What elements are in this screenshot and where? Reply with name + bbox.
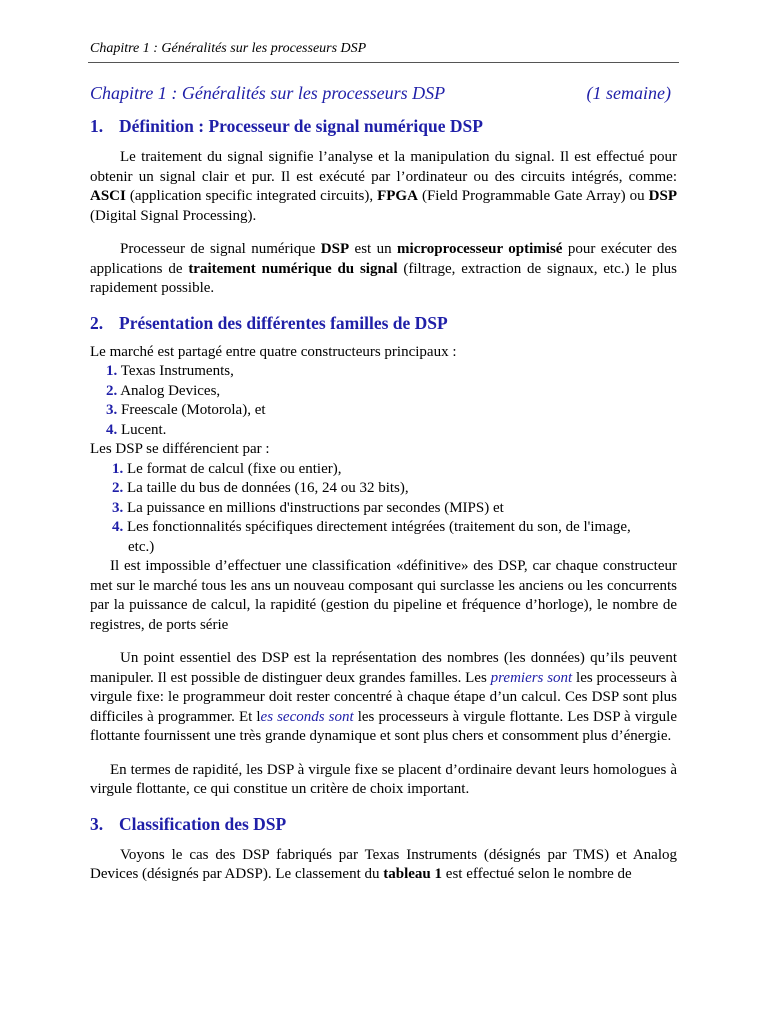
bold-term: DSP xyxy=(320,241,350,257)
text-run: les processeurs à virgule flottante. Les DSP à virgule flottante fournissent une très grande dynamique et sont plus chers et consomment plus d’énergie. xyxy=(90,708,677,744)
list-item xyxy=(90,460,677,480)
section-1-heading xyxy=(90,114,677,138)
running-header: Chapitre 1 : Généralités sur les processeurs DSP xyxy=(90,41,367,56)
section-2-number: 2. xyxy=(90,312,104,333)
emphasis-blue: premiers sont xyxy=(490,669,573,686)
list-number: 1. xyxy=(112,460,124,477)
list-text: Lucent. xyxy=(121,421,167,438)
bold-term: traitement numérique du signal xyxy=(188,260,398,277)
list-number: 3. xyxy=(112,499,124,516)
list-item xyxy=(90,382,677,402)
section-2-paragraph-3: Il est impossible d’effectuer une classification «définitive» des DSP, car chaque constructeur met sur le marché tous les ans un nouveau composant qui surclasse les anciens ou les concurrents par la puissance de calcul, la rapidité (gestion du pipeline et fréquence d’horloge), le nombre de registres, de ports série xyxy=(90,558,677,633)
section-2-paragraph-4 xyxy=(90,649,677,747)
text-run: est effectué selon le nombre de xyxy=(442,866,632,882)
list-number: 4. xyxy=(112,519,124,535)
text-run: pour exécuter des applications de xyxy=(90,241,677,277)
section-2-heading xyxy=(90,311,677,335)
list-item xyxy=(90,499,677,519)
list-text: Texas Instruments, xyxy=(120,363,234,379)
section-1-paragraph-2 xyxy=(90,240,677,299)
bold-term: DSP xyxy=(648,188,677,204)
section-2-intro: Le marché est partagé entre quatre constructeurs principaux : xyxy=(90,343,457,360)
list-text: Analog Devices, xyxy=(120,382,221,399)
text-run: Le traitement du signal signifie l’analyse et la manipulation du signal. Il est effectué pour obtenir un signal clair et pur. Il est exécuté par l’ordinateur ou des circuits intégrés, comme: xyxy=(90,149,677,185)
chapter-title-text: Chapitre 1 : Généralités sur les processeurs DSP xyxy=(90,83,446,103)
bold-term: tableau 1 xyxy=(383,866,443,882)
emphasis-blue: es seconds sont xyxy=(260,708,354,725)
list-item xyxy=(90,518,677,557)
list-text: Les fonctionnalités spécifiques directement intégrées (traitement du son, de l'image, xyxy=(127,519,631,535)
text-run: (application specific integrated circuits), xyxy=(125,188,378,204)
chapter-title xyxy=(90,80,671,106)
list-item xyxy=(90,401,677,421)
text-run: Processeur de signal numérique xyxy=(120,241,321,257)
section-1-paragraph-1 xyxy=(90,148,677,226)
list-item xyxy=(90,362,677,382)
section-3-number: 3. xyxy=(90,813,104,834)
list-item xyxy=(90,421,677,441)
makers-list xyxy=(90,362,677,440)
bold-term: FPGA xyxy=(377,188,418,204)
list-number: 4. xyxy=(106,421,118,438)
text-run: les processeurs à virgule fixe: le programmeur doit rester concentré à chaque étape d’un calcul. Ces DSP sont plus difficiles à programmer. Et l xyxy=(90,669,677,725)
list-text-continuation: etc.) xyxy=(128,538,155,555)
header-rule xyxy=(88,62,679,63)
text-run: (Digital Signal Processing). xyxy=(90,207,257,224)
section-3-heading xyxy=(90,812,677,836)
text-run: (Field Programmable Gate Array) ou xyxy=(417,188,649,204)
text-run: (filtrage, extraction de signaux, etc.) le plus rapidement possible. xyxy=(90,260,678,296)
list-number: 1. xyxy=(106,363,118,379)
list-number: 2. xyxy=(112,480,124,496)
section-2-title: Présentation des différentes familles de DSP xyxy=(119,312,448,333)
list-number: 3. xyxy=(106,402,118,418)
section-2-paragraph-5: En termes de rapidité, les DSP à virgule fixe se placent d’ordinaire devant leurs homologues à virgule flottante, ce qui constitue un critère de choix important. xyxy=(90,761,677,797)
list-number: 2. xyxy=(106,382,118,399)
bold-term: ASCI xyxy=(90,188,126,204)
text-run: est un xyxy=(349,241,398,257)
list-text: Freescale (Motorola), et xyxy=(121,402,266,418)
criteria-list xyxy=(90,460,677,558)
list-text: La puissance en millions d'instructions par secondes (MIPS) et xyxy=(127,499,504,516)
bold-term: microprocesseur optimisé xyxy=(397,241,563,257)
text-run: Voyons le cas des DSP fabriqués par Texas Instruments (désignés par TMS) et Analog Devices (désignés par ADSP). Le classement du xyxy=(90,846,677,882)
list-text: La taille du bus de données (16, 24 ou 32 bits), xyxy=(127,480,409,496)
page-content xyxy=(90,80,677,885)
section-3-paragraph-1 xyxy=(90,846,677,885)
list-item xyxy=(90,479,677,499)
text-run: Un point essentiel des DSP est la représentation des nombres (les données) qu’ils peuvent manipuler. Il est possible de distinguer deux grandes familles. Les xyxy=(90,650,677,686)
differentiation-intro: Les DSP se différencient par : xyxy=(90,441,270,457)
chapter-duration: (1 semaine) xyxy=(586,83,671,103)
list-text: Le format de calcul (fixe ou entier), xyxy=(127,460,342,477)
section-1-number: 1. xyxy=(90,116,104,136)
section-1-title: Définition : Processeur de signal numérique DSP xyxy=(119,116,483,136)
section-3-title: Classification des DSP xyxy=(119,813,287,834)
